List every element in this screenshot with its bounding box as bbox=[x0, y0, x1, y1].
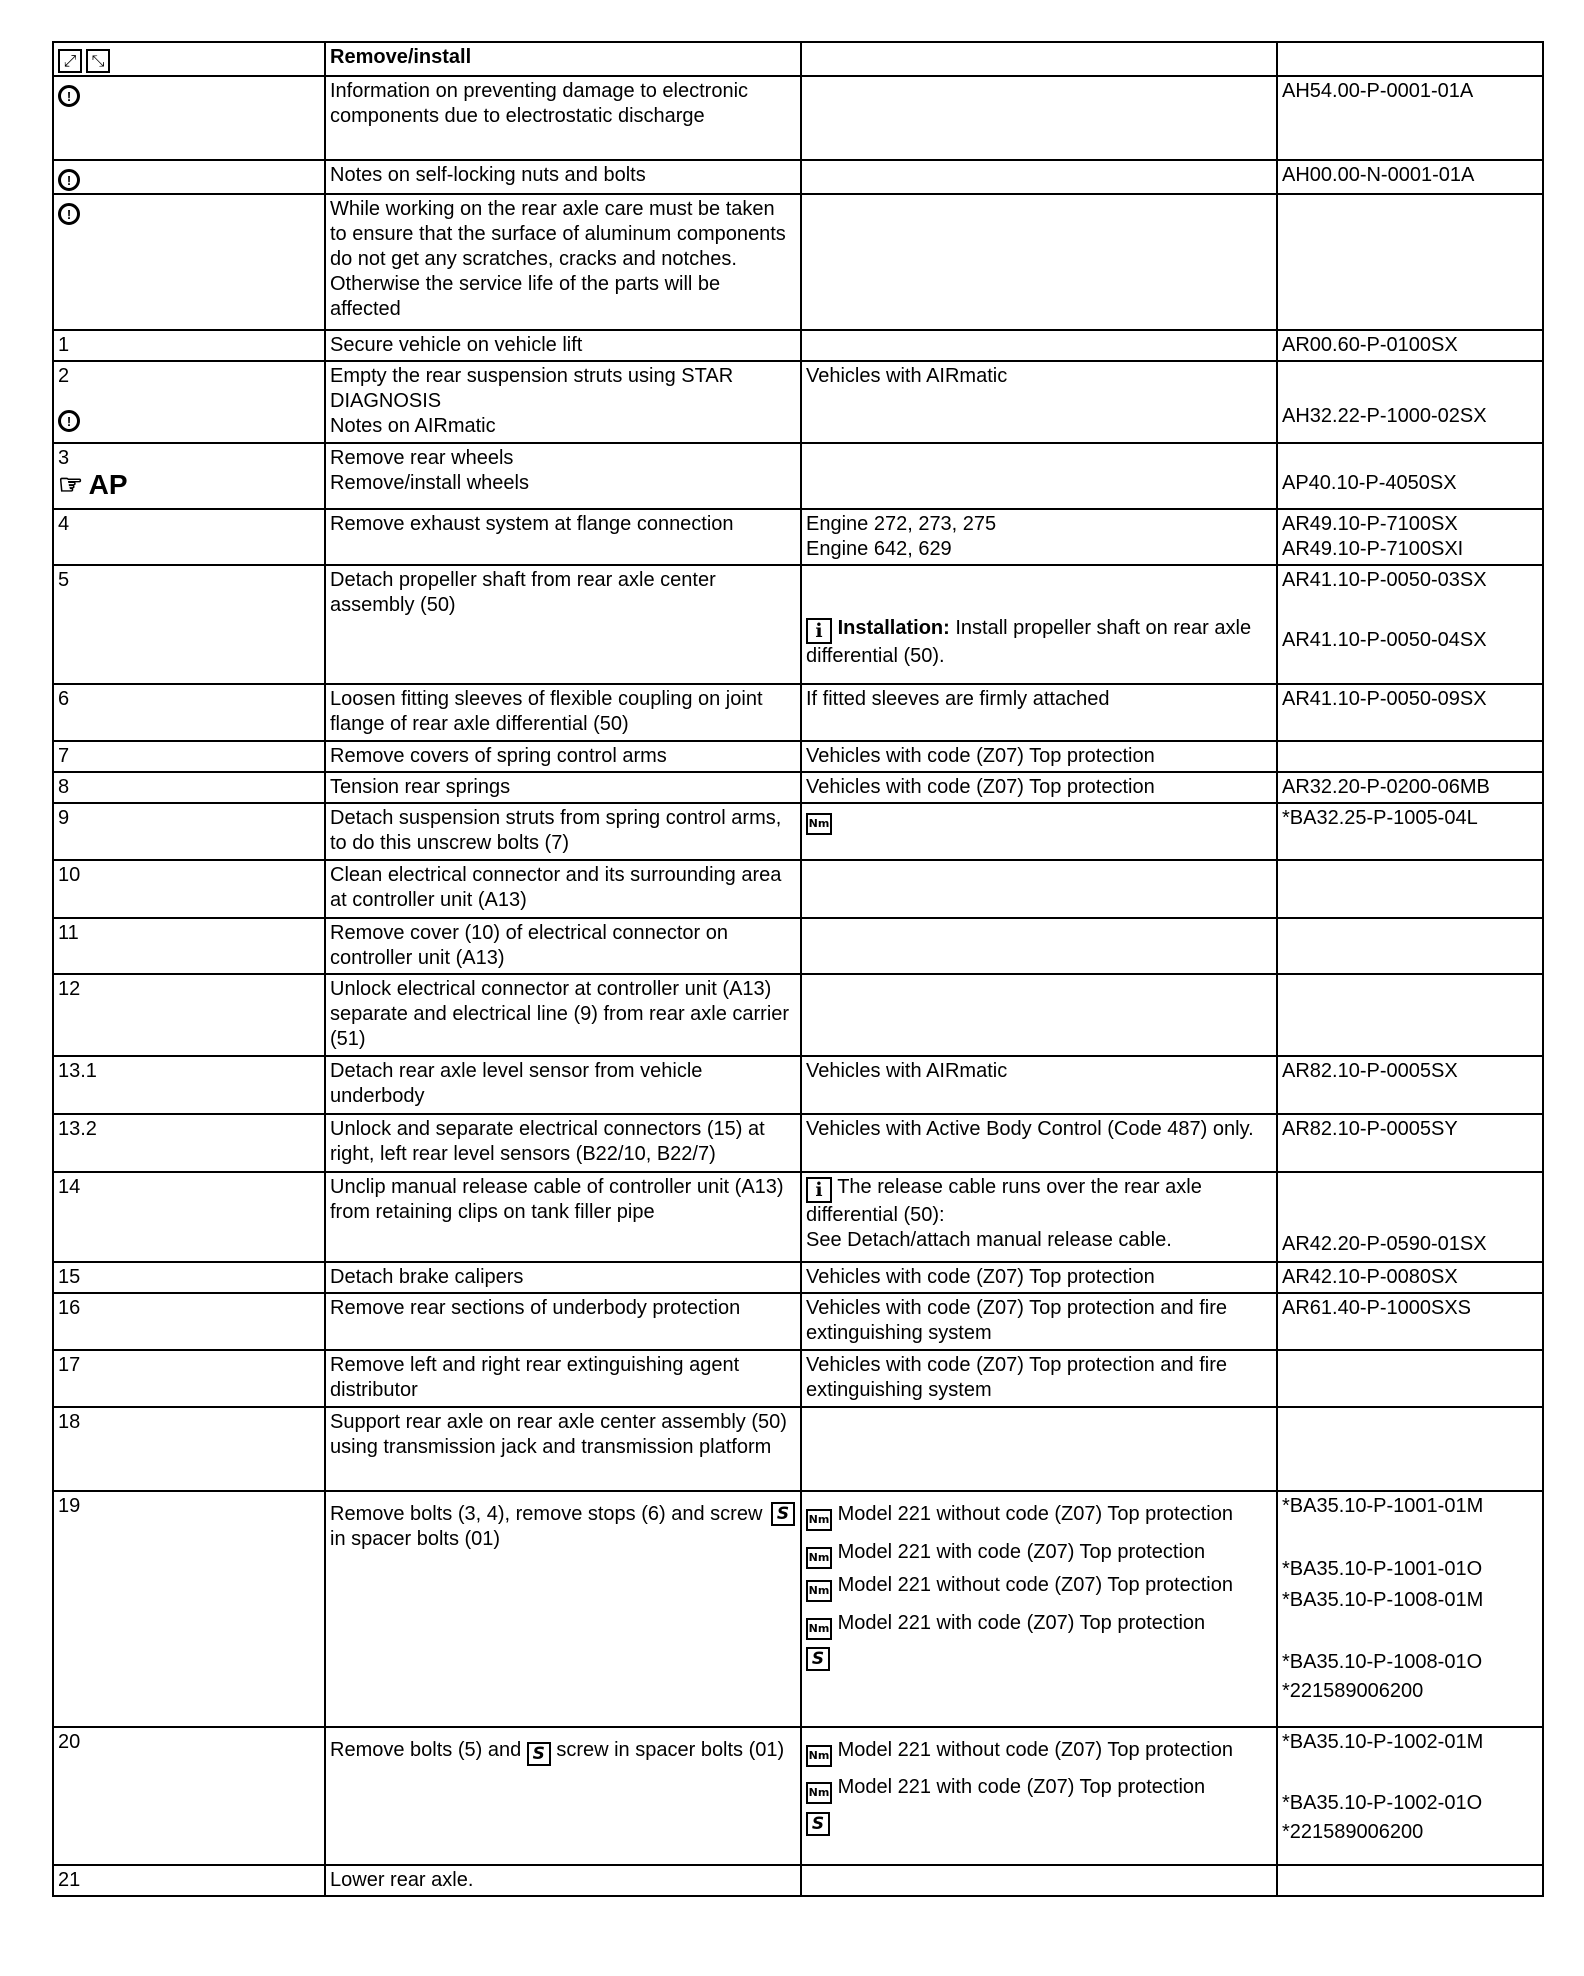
step-ref-link[interactable]: AR41.10-P-0050-04SX bbox=[1282, 629, 1487, 651]
note-icon: ! bbox=[58, 410, 80, 432]
step-text: Unlock and separate electrical connectors (15) at right, left rear level sensors (B22/10, B22/7) bbox=[325, 1114, 801, 1172]
step-text: Detach rear axle level sensor from vehicle underbody bbox=[325, 1056, 801, 1114]
step-number: 6 bbox=[53, 684, 325, 741]
step-row bbox=[53, 803, 1543, 860]
step-row bbox=[53, 1727, 1543, 1865]
procedure-table bbox=[52, 41, 1544, 1897]
step-ref-link[interactable]: AR00.60-P-0100SX bbox=[1277, 330, 1543, 361]
note-row bbox=[53, 76, 1543, 160]
step-row bbox=[53, 565, 1543, 684]
step-number: 15 bbox=[53, 1262, 325, 1293]
step-condition: Vehicles with code (Z07) Top protection bbox=[801, 772, 1277, 803]
step-condition: Vehicles with AIRmatic bbox=[801, 1056, 1277, 1114]
step-ref-link[interactable]: AR82.10-P-0005SY bbox=[1277, 1114, 1543, 1172]
step-text: Remove rear wheels bbox=[330, 447, 514, 469]
step-condition: Engine 272, 273, 275 bbox=[806, 513, 997, 535]
info-icon: i bbox=[806, 618, 832, 644]
step-text: Remove cover (10) of electrical connector on controller unit (A13) bbox=[325, 918, 801, 974]
note-ref-link[interactable]: AH54.00-P-0001-01A bbox=[1277, 76, 1543, 160]
step-ref-link[interactable]: AR42.20-P-0590-01SX bbox=[1282, 1233, 1487, 1255]
info-text: The release cable runs over the rear axle differential (50): bbox=[806, 1176, 1202, 1226]
step-text: Secure vehicle on vehicle lift bbox=[325, 330, 801, 361]
collapse-icon[interactable]: ⤡ bbox=[86, 49, 110, 73]
step-number: 1 bbox=[53, 330, 325, 361]
special-tool-icon[interactable]: S bbox=[771, 1502, 795, 1526]
pointing-hand-icon: ☞ bbox=[58, 469, 84, 500]
step-ref-link[interactable]: AR42.10-P-0080SX bbox=[1277, 1262, 1543, 1293]
step-condition: Vehicles with code (Z07) Top protection and fire extinguishing system bbox=[801, 1293, 1277, 1350]
step-row bbox=[53, 1407, 1543, 1491]
step-text: Remove left and right rear extinguishing agent distributor bbox=[325, 1350, 801, 1407]
torque-icon[interactable]: Nm bbox=[806, 1509, 832, 1531]
step-text: Empty the rear suspension struts using STAR DIAGNOSIS bbox=[330, 365, 734, 412]
step-text: Remove bolts (5) and bbox=[330, 1739, 527, 1761]
header-title: Remove/install bbox=[325, 42, 801, 76]
ap-label: AP bbox=[88, 469, 128, 500]
see-link[interactable]: See Detach/attach manual release cable. bbox=[806, 1229, 1172, 1251]
step-condition: Model 221 with code (Z07) Top protection bbox=[837, 1776, 1206, 1798]
special-tool-icon[interactable]: S bbox=[527, 1742, 551, 1766]
torque-icon[interactable]: Nm bbox=[806, 1580, 832, 1602]
step-text: Loosen fitting sleeves of flexible coupling on joint flange of rear axle differential (50) bbox=[325, 684, 801, 741]
step-row bbox=[53, 1293, 1543, 1350]
step-condition: Engine 642, 629 bbox=[806, 538, 952, 560]
note-text: Information on preventing damage to electronic components due to electrostatic discharge bbox=[325, 76, 801, 160]
step-text: Lower rear axle. bbox=[325, 1865, 801, 1896]
note-text: Notes on self-locking nuts and bolts bbox=[325, 160, 801, 194]
step-text: Remove rear sections of underbody protection bbox=[325, 1293, 801, 1350]
step-number: 16 bbox=[53, 1293, 325, 1350]
step-number: 3 bbox=[58, 447, 70, 469]
expand-icon[interactable]: ⤢ bbox=[58, 49, 82, 73]
step-text: Detach brake calipers bbox=[325, 1262, 801, 1293]
step-number: 21 bbox=[53, 1865, 325, 1896]
note-row bbox=[53, 194, 1543, 330]
step-row bbox=[53, 1350, 1543, 1407]
step-ref-link[interactable]: AR49.10-P-7100SXI bbox=[1282, 538, 1464, 560]
step-number: 14 bbox=[53, 1172, 325, 1262]
step-ref-link[interactable]: *BA35.10-P-1001-01M bbox=[1282, 1495, 1484, 1517]
torque-icon[interactable]: Nm bbox=[806, 1745, 832, 1767]
step-number: 13.2 bbox=[53, 1114, 325, 1172]
torque-icon[interactable]: Nm bbox=[806, 1618, 832, 1640]
note-text: While working on the rear axle care must be taken to ensure that the surface of aluminum components do not get any scratches, cracks and notches. Otherwise the service life of the parts will be affected bbox=[325, 194, 801, 330]
step-number: 4 bbox=[53, 509, 325, 565]
step-text: screw in spacer bolts (01) bbox=[550, 1739, 785, 1761]
step-text: Remove exhaust system at flange connection bbox=[325, 509, 801, 565]
step-condition: Vehicles with code (Z07) Top protection and fire extinguishing system bbox=[801, 1350, 1277, 1407]
step-ref-link[interactable]: *221589006200 bbox=[1282, 1821, 1424, 1843]
step-text: Remove covers of spring control arms bbox=[325, 741, 801, 772]
step-text: Detach propeller shaft from rear axle center assembly (50) bbox=[325, 565, 801, 684]
step-text: Tension rear springs bbox=[325, 772, 801, 803]
step-text: Support rear axle on rear axle center assembly (50) using transmission jack and transmission platform bbox=[325, 1407, 801, 1491]
special-tool-icon[interactable]: S bbox=[806, 1647, 830, 1671]
step-text: Unlock electrical connector at controller unit (A13) separate and electrical line (9) from rear axle carrier (51) bbox=[325, 974, 801, 1056]
step-ref-link[interactable]: *BA35.10-P-1002-01M bbox=[1282, 1731, 1484, 1753]
note-icon: ! bbox=[58, 203, 80, 225]
step-row bbox=[53, 361, 1543, 443]
step-number: 10 bbox=[53, 860, 325, 918]
step-text: Unclip manual release cable of controller unit (A13) from retaining clips on tank filler pipe bbox=[325, 1172, 801, 1262]
step-condition: Vehicles with code (Z07) Top protection bbox=[801, 741, 1277, 772]
header-row bbox=[53, 42, 1543, 76]
torque-icon[interactable]: Nm bbox=[806, 1547, 832, 1569]
step-condition: Model 221 without code (Z07) Top protection bbox=[837, 1503, 1233, 1525]
note-icon: ! bbox=[58, 169, 80, 191]
step-row bbox=[53, 1865, 1543, 1896]
step-number: 13.1 bbox=[53, 1056, 325, 1114]
torque-icon[interactable]: Nm bbox=[806, 813, 832, 835]
step-condition: Vehicles with Active Body Control (Code 487) only. bbox=[801, 1114, 1277, 1172]
step-ref-link[interactable]: AP40.10-P-4050SX bbox=[1282, 472, 1457, 494]
step-number: 11 bbox=[53, 918, 325, 974]
step-condition: Model 221 with code (Z07) Top protection bbox=[837, 1612, 1206, 1634]
step-row bbox=[53, 1491, 1543, 1727]
step-row bbox=[53, 860, 1543, 918]
step-number: 5 bbox=[53, 565, 325, 684]
step-row bbox=[53, 974, 1543, 1056]
step-condition: If fitted sleeves are firmly attached bbox=[801, 684, 1277, 741]
step-row bbox=[53, 330, 1543, 361]
step-number: 9 bbox=[53, 803, 325, 860]
step-ref-link[interactable]: AR61.40-P-1000SXS bbox=[1277, 1293, 1543, 1350]
step-number: 18 bbox=[53, 1407, 325, 1491]
step-row bbox=[53, 772, 1543, 803]
step-ref-link[interactable]: *BA35.10-P-1008-01M bbox=[1282, 1589, 1484, 1611]
note-icon: ! bbox=[58, 85, 80, 107]
step-ref-link[interactable]: *221589006200 bbox=[1282, 1680, 1424, 1702]
step-ref-link[interactable]: AH32.22-P-1000-02SX bbox=[1282, 405, 1487, 427]
step-condition: Vehicles with AIRmatic bbox=[801, 361, 1277, 443]
step-text: Clean electrical connector and its surrounding area at controller unit (A13) bbox=[325, 860, 801, 918]
step-ref-link[interactable]: AR32.20-P-0200-06MB bbox=[1277, 772, 1543, 803]
installation-label: Installation: bbox=[837, 617, 950, 639]
special-tool-icon[interactable]: S bbox=[806, 1812, 830, 1836]
step-row bbox=[53, 509, 1543, 565]
step-number: 19 bbox=[53, 1491, 325, 1727]
step-number: 17 bbox=[53, 1350, 325, 1407]
torque-icon[interactable]: Nm bbox=[806, 1782, 832, 1804]
info-icon: i bbox=[806, 1177, 832, 1203]
step-row bbox=[53, 1114, 1543, 1172]
step-number: 8 bbox=[53, 772, 325, 803]
step-ref-link[interactable]: *BA32.25-P-1005-04L bbox=[1277, 803, 1543, 860]
step-row bbox=[53, 1262, 1543, 1293]
step-row bbox=[53, 918, 1543, 974]
step-subtext: Remove/install wheels bbox=[330, 472, 529, 494]
step-text: Detach suspension struts from spring control arms, to do this unscrew bolts (7) bbox=[325, 803, 801, 860]
step-row bbox=[53, 741, 1543, 772]
step-number: 12 bbox=[53, 974, 325, 1056]
note-row bbox=[53, 160, 1543, 194]
step-number: 20 bbox=[53, 1727, 325, 1865]
step-ref-link[interactable]: *BA35.10-P-1008-01O bbox=[1282, 1651, 1483, 1673]
step-ref-link[interactable]: AR82.10-P-0005SX bbox=[1277, 1056, 1543, 1114]
step-condition: Model 221 without code (Z07) Top protection bbox=[837, 1574, 1233, 1596]
step-condition: Model 221 with code (Z07) Top protection bbox=[837, 1541, 1206, 1563]
step-ref-link[interactable]: *BA35.10-P-1002-01O bbox=[1282, 1792, 1483, 1814]
step-number: 7 bbox=[53, 741, 325, 772]
step-ref-link[interactable]: AR49.10-P-7100SX bbox=[1282, 513, 1458, 535]
step-row bbox=[53, 443, 1543, 509]
note-text: Notes on AIRmatic bbox=[330, 415, 496, 437]
step-ref-link[interactable]: AR41.10-P-0050-03SX bbox=[1282, 569, 1487, 591]
step-number: 2 bbox=[58, 365, 70, 387]
step-condition: Vehicles with code (Z07) Top protection bbox=[801, 1262, 1277, 1293]
installation-text: Install propeller shaft on rear axle differential (50). bbox=[806, 617, 1252, 667]
step-row bbox=[53, 1172, 1543, 1262]
note-ref-link[interactable]: AH00.00-N-0001-01A bbox=[1277, 160, 1543, 194]
step-row bbox=[53, 1056, 1543, 1114]
step-text: Remove bolts (3, 4), remove stops (6) and screw in spacer bolts (01) bbox=[330, 1503, 763, 1550]
step-condition: Model 221 without code (Z07) Top protection bbox=[837, 1739, 1233, 1761]
step-row bbox=[53, 684, 1543, 741]
step-ref-link[interactable]: *BA35.10-P-1001-01O bbox=[1282, 1558, 1483, 1580]
step-ref-link[interactable]: AR41.10-P-0050-09SX bbox=[1277, 684, 1543, 741]
